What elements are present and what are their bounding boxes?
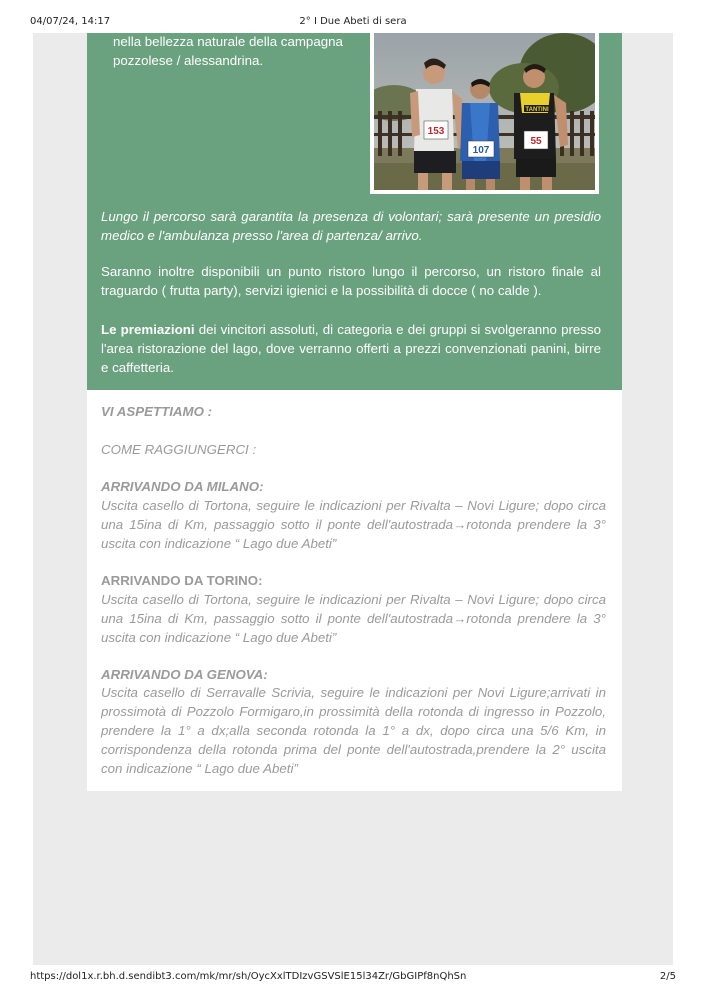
page-number: 2/5 — [659, 971, 676, 982]
print-title: 2° I Due Abeti di sera — [299, 16, 407, 27]
premiazioni-text: dei vincitori assoluti, di categoria e dei gruppi si svolgeranno presso l'area ristorazione del lago, dove verranno offerti a prezzi convenzionati panini, birre e caffetteria. — [101, 322, 601, 375]
runners-photo — [374, 33, 595, 190]
jersey-text: TANTINI — [525, 107, 549, 113]
torino-directions: Uscita casello di Tortona, seguire le indicazioni per Rivalta – Novi Ligure; dopo circa una 15ina di Km, passaggio sotto il ponte dell'autostrada→rotonda prendere la 3° uscita con indicazione “ Lago due Abeti” — [101, 592, 606, 645]
bib-number-3: 55 — [530, 136, 542, 147]
print-header — [0, 0, 706, 34]
premiazioni-paragraph — [101, 320, 601, 377]
green-info-section — [87, 33, 622, 390]
genova-directions: Uscita casello di Serravalle Scrivia, seguire le indicazioni per Novi Ligure;arrivati in prossimotà di Pozzolo Formigaro,in prossimità della rotonda di ingresso in Pozzolo, prendere la 1° a dx;alla seconda rotonda la 1° a dx, dopo circa una 5/6 Km, in corrispondenza della rotonda prima del ponte dell'autostrada,prendere la 2° uscita con indicazione “ Lago due Abeti” — [101, 685, 606, 776]
milano-directions: Uscita casello di Tortona, seguire le indicazioni per Rivalta – Novi Ligure; dopo circa una 15ina di Km, passaggio sotto il ponte dell'autostrada→rotonda prendere la 3° uscita con indicazione “ Lago due Abeti” — [101, 498, 606, 551]
print-footer — [0, 971, 706, 991]
genova-heading: ARRIVANDO DA GENOVA: — [101, 667, 268, 682]
ristoro-paragraph: Saranno inoltre disponibili un punto ristoro lungo il percorso, un ristoro finale al traguardo ( frutta party), servizi igienici e la possibilità di docce ( no calde ). — [101, 264, 601, 298]
intro-text: nella bellezza naturale della campagna pozzolese / alessandrina. — [113, 34, 343, 68]
bib-number-1: 153 — [427, 126, 445, 137]
milano-heading: ARRIVANDO DA MILANO: — [101, 479, 264, 494]
come-raggiungerci-heading: COME RAGGIUNGERCI : — [101, 442, 257, 457]
directions-section — [87, 390, 622, 791]
torino-heading: ARRIVANDO DA TORINO: — [101, 573, 263, 588]
aspettiamo-heading: VI ASPETTIAMO : — [101, 404, 213, 419]
print-datetime: 04/07/24, 14:17 — [30, 16, 111, 27]
volontari-paragraph: Lungo il percorso sarà garantita la presenza di volontari; sarà presente un presidio medico e l'ambulanza presso l'area di partenza/ arrivo. — [101, 209, 601, 243]
bib-number-2: 107 — [472, 145, 490, 156]
footer-url: https://dol1x.r.bh.d.sendibt3.com/mk/mr/sh/OycXxlTDIzvGSVSlE15l34Zr/GbGIPf8nQhSn — [30, 971, 467, 982]
runners-photo-frame — [370, 33, 599, 194]
premiazioni-label: Le premiazioni — [101, 322, 195, 337]
